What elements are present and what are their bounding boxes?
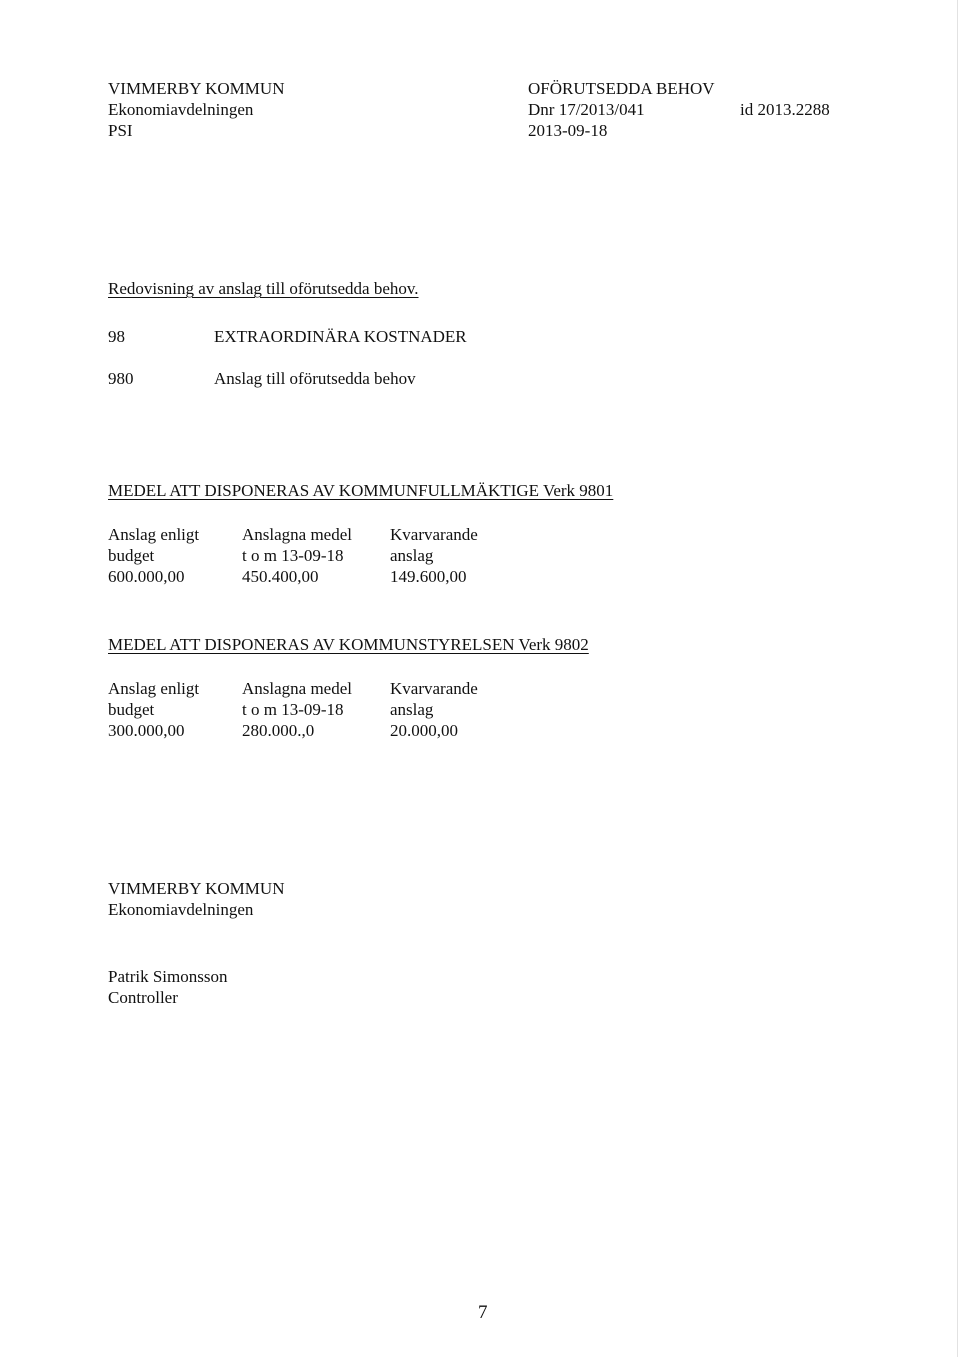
document-id: id 2013.2288	[740, 100, 830, 119]
column-label: budget	[108, 546, 155, 565]
department-name: Ekonomiavdelningen	[108, 100, 254, 119]
budget-value: 300.000,00	[108, 721, 185, 740]
section-heading-9802: MEDEL ATT DISPONERAS AV KOMMUNSTYRELSEN Verk 9802	[108, 635, 589, 654]
footer-org: VIMMERBY KOMMUN	[108, 879, 285, 898]
header-left	[108, 78, 284, 141]
column-label: Anslagna medel	[242, 679, 352, 698]
section-9802-col-allocated	[242, 678, 352, 741]
allocated-value: 280.000.,0	[242, 721, 315, 740]
account-98-code: 98	[108, 327, 125, 346]
section-heading-9801: MEDEL ATT DISPONERAS AV KOMMUNFULLMÄKTIGE Verk 9801	[108, 481, 614, 500]
footer-org-block	[108, 878, 284, 920]
signatory-block	[108, 966, 228, 1008]
report-heading: Redovisning av anslag till oförutsedda behov.	[108, 279, 419, 298]
scan-edge-line	[957, 0, 958, 1357]
diary-number-row	[528, 99, 715, 120]
column-label: budget	[108, 700, 155, 719]
header-right	[528, 78, 715, 141]
budget-value: 600.000,00	[108, 567, 185, 586]
section-9802-col-remaining	[390, 678, 478, 741]
footer-department: Ekonomiavdelningen	[108, 900, 254, 919]
unit-name: PSI	[108, 121, 133, 140]
page-number: 7	[478, 1302, 488, 1323]
section-9801-col-allocated	[242, 524, 352, 587]
column-label: t o m 13-09-18	[242, 700, 344, 719]
account-980-code: 980	[108, 369, 134, 388]
diary-number: Dnr 17/2013/041	[528, 100, 645, 119]
account-980-text: Anslag till oförutsedda behov	[214, 369, 416, 388]
section-9801-col-budget	[108, 524, 199, 587]
column-label: anslag	[390, 546, 434, 565]
column-label: Anslag enligt	[108, 679, 200, 698]
remaining-value: 20.000,00	[390, 721, 458, 740]
column-label: anslag	[390, 700, 434, 719]
column-label: t o m 13-09-18	[242, 546, 344, 565]
signatory-name: Patrik Simonsson	[108, 967, 228, 986]
column-label: Anslag enligt	[108, 525, 200, 544]
document-title: OFÖRUTSEDDA BEHOV	[528, 79, 715, 98]
section-9802-col-budget	[108, 678, 199, 741]
document-date: 2013-09-18	[528, 121, 608, 140]
account-98-text: EXTRAORDINÄRA KOSTNADER	[214, 327, 467, 346]
signatory-title: Controller	[108, 988, 178, 1007]
org-name: VIMMERBY KOMMUN	[108, 79, 285, 98]
column-label: Anslagna medel	[242, 525, 352, 544]
section-9801-col-remaining	[390, 524, 478, 587]
column-label: Kvarvarande	[390, 679, 478, 698]
remaining-value: 149.600,00	[390, 567, 467, 586]
allocated-value: 450.400,00	[242, 567, 319, 586]
column-label: Kvarvarande	[390, 525, 478, 544]
